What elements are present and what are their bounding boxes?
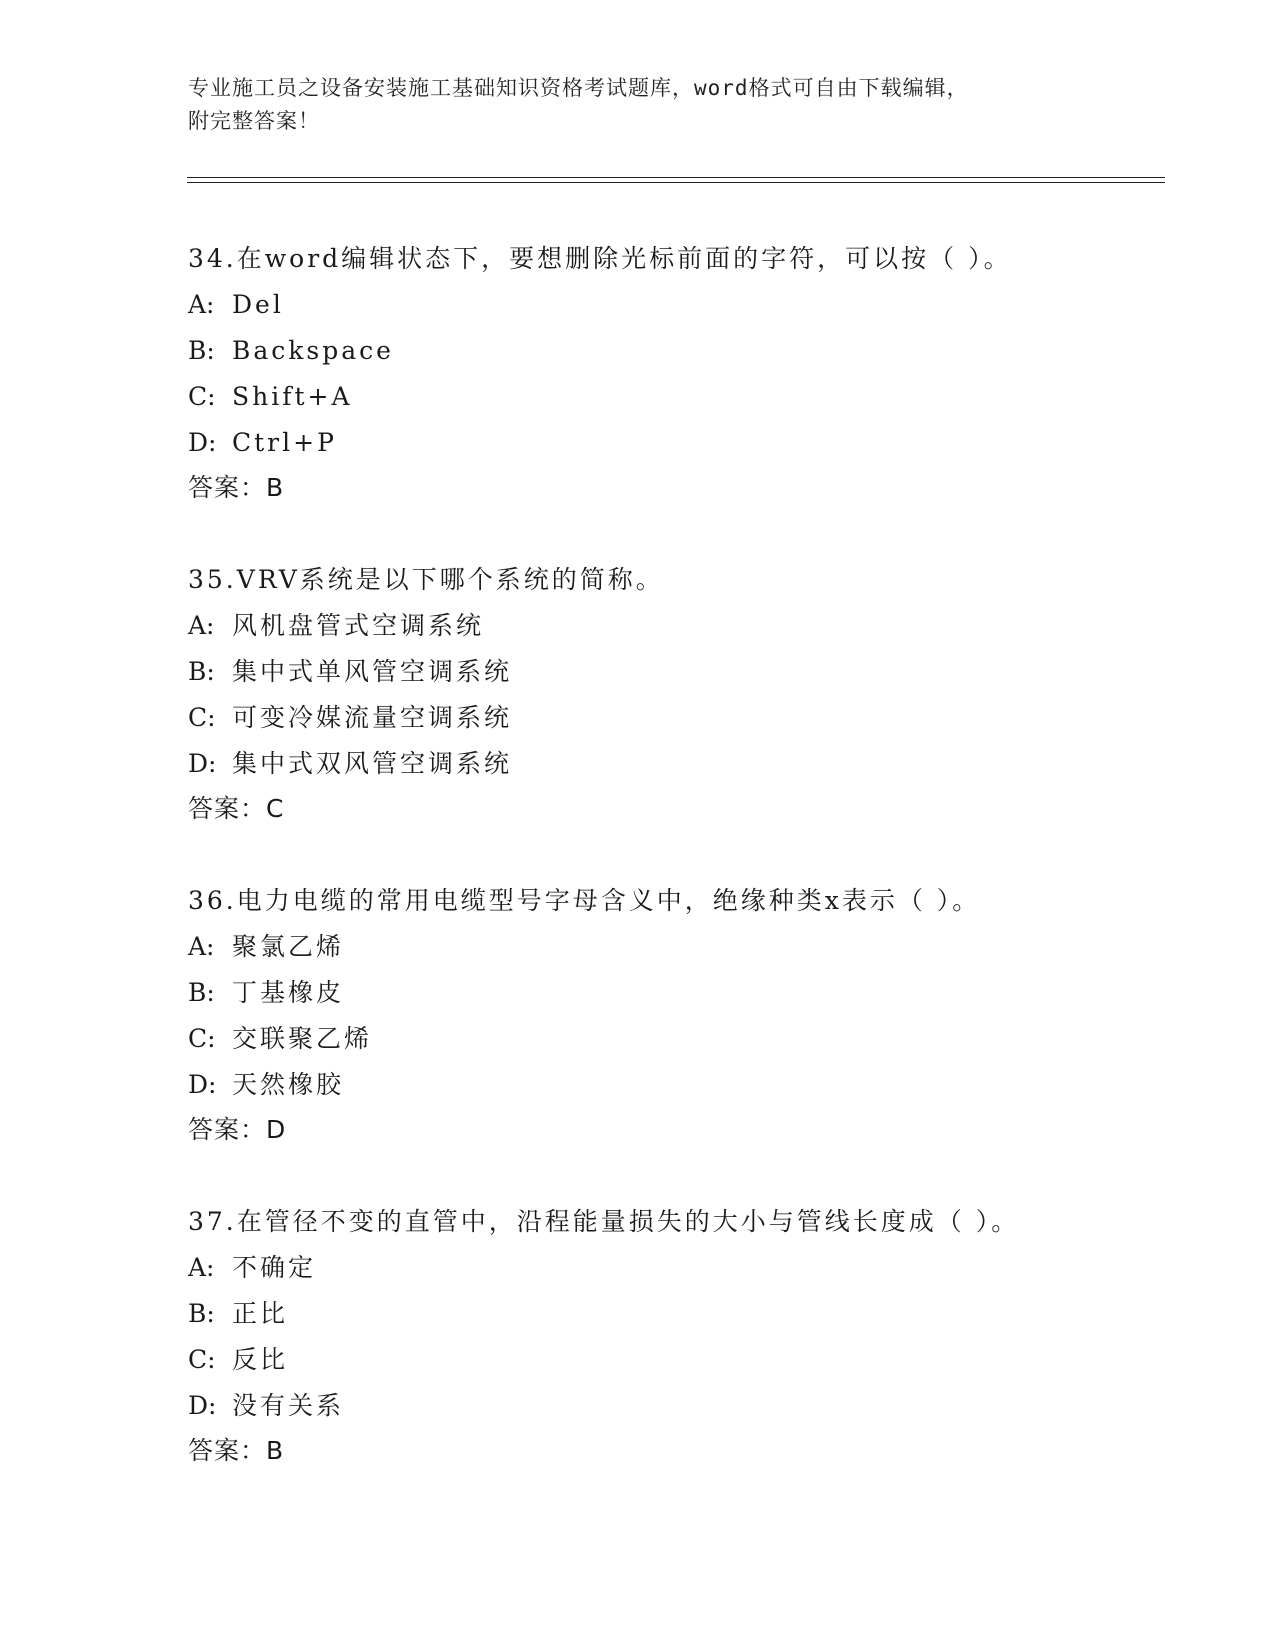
document-header <box>188 72 1088 138</box>
option-d <box>188 1383 1148 1429</box>
option-key: A: <box>188 932 215 961</box>
option-key: B: <box>188 978 215 1007</box>
option-b <box>188 1291 1148 1337</box>
option-text: 集中式单风管空调系统 <box>232 657 513 686</box>
option-key: B: <box>188 657 215 686</box>
option-key: D: <box>188 749 217 778</box>
answer-line: 答案：C <box>188 794 285 823</box>
option-key: A: <box>188 290 215 319</box>
option-text: Backspace <box>232 336 394 365</box>
option-text: Shift+A <box>232 382 353 411</box>
option-text: 丁基橡皮 <box>232 978 345 1007</box>
option-key: D: <box>188 428 217 457</box>
option-b <box>188 970 1148 1016</box>
answer-line: 答案：D <box>188 1115 287 1144</box>
option-key: C: <box>188 1024 216 1053</box>
option-c <box>188 374 1148 420</box>
option-key: D: <box>188 1070 217 1099</box>
option-text: 不确定 <box>232 1253 317 1282</box>
option-key: C: <box>188 1345 216 1374</box>
option-d <box>188 741 1148 787</box>
option-key: C: <box>188 382 216 411</box>
option-c <box>188 695 1148 741</box>
option-text: 正比 <box>232 1299 289 1328</box>
option-d <box>188 420 1148 466</box>
header-divider-bottom <box>187 182 1165 183</box>
option-c <box>188 1337 1148 1383</box>
option-a <box>188 603 1148 649</box>
option-b <box>188 649 1148 695</box>
option-c <box>188 1016 1148 1062</box>
option-text: 反比 <box>232 1345 289 1374</box>
option-a <box>188 1245 1148 1291</box>
question-stem: 37.在管径不变的直管中，沿程能量损失的大小与管线长度成（ ）。 <box>188 1207 1020 1236</box>
option-a <box>188 924 1148 970</box>
option-text: 交联聚乙烯 <box>232 1024 373 1053</box>
option-text: 没有关系 <box>232 1391 345 1420</box>
question-stem: 35.VRV系统是以下哪个系统的简称。 <box>188 565 664 594</box>
option-d <box>188 1062 1148 1108</box>
option-text: 集中式双风管空调系统 <box>232 749 513 778</box>
question-34 <box>188 236 1148 510</box>
question-37 <box>188 1199 1148 1473</box>
option-text: 可变冷媒流量空调系统 <box>232 703 513 732</box>
option-key: B: <box>188 336 215 365</box>
question-stem: 36.电力电缆的常用电缆型号字母含义中，绝缘种类x表示（ ）。 <box>188 886 981 915</box>
option-text: Del <box>232 290 284 319</box>
option-text: 风机盘管式空调系统 <box>232 611 485 640</box>
option-text: 天然橡胶 <box>232 1070 345 1099</box>
option-key: C: <box>188 703 216 732</box>
option-a <box>188 282 1148 328</box>
option-key: D: <box>188 1391 217 1420</box>
option-text: 聚氯乙烯 <box>232 932 345 961</box>
option-key: A: <box>188 1253 215 1282</box>
answer-line: 答案：B <box>188 473 285 502</box>
option-key: B: <box>188 1299 215 1328</box>
option-key: A: <box>188 611 215 640</box>
question-35 <box>188 557 1148 831</box>
question-36 <box>188 878 1148 1152</box>
header-line-1: 专业施工员之设备安装施工基础知识资格考试题库，word格式可自由下载编辑， <box>188 76 969 100</box>
option-text: Ctrl+P <box>232 428 337 457</box>
question-stem: 34.在word编辑状态下，要想删除光标前面的字符，可以按（ ）。 <box>188 244 1012 273</box>
option-b <box>188 328 1148 374</box>
header-divider-top <box>187 177 1165 178</box>
header-line-2: 附完整答案！ <box>188 109 320 133</box>
answer-line: 答案：B <box>188 1436 285 1465</box>
